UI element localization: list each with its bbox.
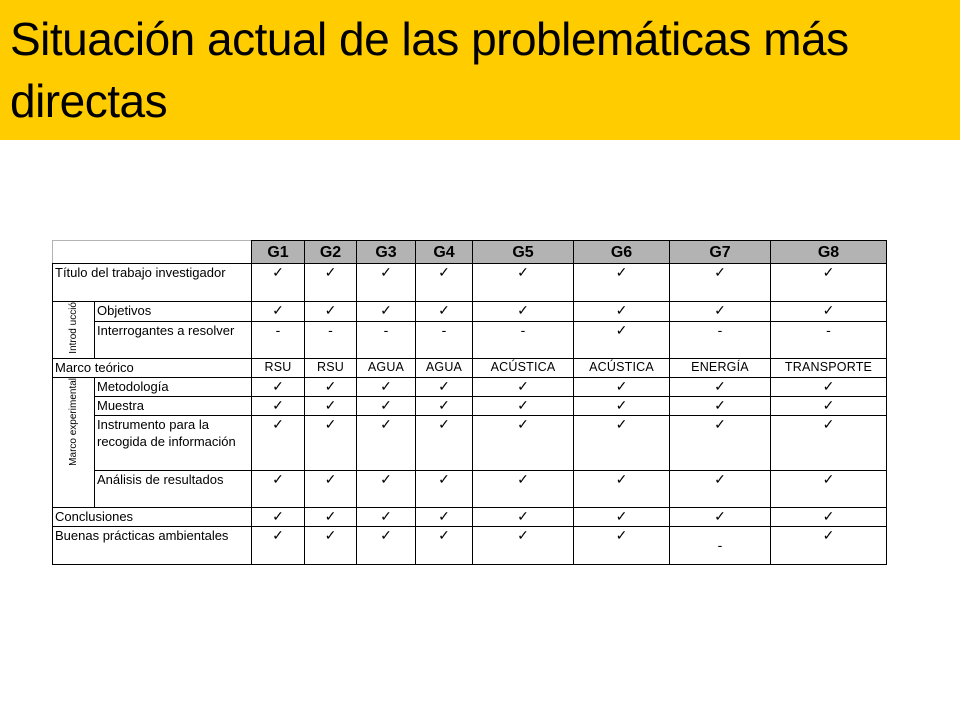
evaluation-table bbox=[52, 240, 887, 565]
table-cell: ✓ bbox=[252, 264, 305, 302]
table-cell: ✓ bbox=[473, 526, 574, 564]
table-row bbox=[53, 321, 887, 358]
table-cell: ✓ bbox=[574, 470, 670, 507]
table-cell: ✓ bbox=[305, 396, 357, 415]
table-cell: ✓ bbox=[416, 415, 473, 470]
table-cell: ✓ bbox=[670, 470, 771, 507]
table-cell: ✓ bbox=[670, 415, 771, 470]
table-cell: ✓ bbox=[357, 396, 416, 415]
row-label: Instrumento para la recogida de información bbox=[95, 415, 252, 470]
table-cell: RSU bbox=[305, 358, 357, 377]
table-row bbox=[53, 507, 887, 526]
page-title: Situación actual de las problemáticas más directas bbox=[10, 13, 849, 127]
table-cell: ✓ bbox=[670, 396, 771, 415]
table-cell: ACÚSTICA bbox=[574, 358, 670, 377]
table-cell: ✓ bbox=[252, 302, 305, 322]
table-cell: ✓ bbox=[473, 377, 574, 396]
row-label: Buenas prácticas ambientales bbox=[53, 526, 252, 564]
table-cell: - bbox=[670, 321, 771, 358]
table-cell: TRANSPORTE bbox=[771, 358, 887, 377]
table-cell: ✓ bbox=[574, 321, 670, 358]
table-cell: ✓ bbox=[357, 507, 416, 526]
title-banner bbox=[0, 0, 960, 140]
table-cell: ENERGÍA bbox=[670, 358, 771, 377]
table-cell: ✓ bbox=[670, 377, 771, 396]
header-corner bbox=[53, 241, 252, 264]
table-cell: AGUA bbox=[357, 358, 416, 377]
table-cell: ✓ bbox=[357, 415, 416, 470]
table-cell: ✓ bbox=[357, 470, 416, 507]
table-cell: ✓ bbox=[252, 415, 305, 470]
group-label: Introd ucció bbox=[68, 302, 79, 354]
table-cell: - bbox=[252, 321, 305, 358]
table-cell: ✓ bbox=[574, 507, 670, 526]
table-cell: - bbox=[473, 321, 574, 358]
table-row bbox=[53, 264, 887, 302]
table-cell: ✓ bbox=[771, 396, 887, 415]
table-cell: ✓ bbox=[574, 302, 670, 322]
table-cell: ✓ bbox=[416, 526, 473, 564]
table-cell: RSU bbox=[252, 358, 305, 377]
column-header: G1 bbox=[252, 241, 305, 264]
column-header: G5 bbox=[473, 241, 574, 264]
header-row bbox=[53, 241, 887, 264]
column-header: G8 bbox=[771, 241, 887, 264]
table-cell: ✓ bbox=[252, 396, 305, 415]
row-label: Análisis de resultados bbox=[95, 470, 252, 507]
table-cell: - bbox=[305, 321, 357, 358]
table-cell: ✓ bbox=[771, 526, 887, 564]
row-label: Metodología bbox=[95, 377, 252, 396]
table-cell: ✓ bbox=[771, 302, 887, 322]
row-label: Conclusiones bbox=[53, 507, 252, 526]
row-label: Objetivos bbox=[95, 302, 252, 322]
table-cell: - bbox=[416, 321, 473, 358]
table-cell: - bbox=[357, 321, 416, 358]
table-cell: ✓ bbox=[771, 415, 887, 470]
row-label: Interrogantes a resolver bbox=[95, 321, 252, 358]
table-cell: ✓ bbox=[357, 377, 416, 396]
table-cell: ✓ bbox=[305, 264, 357, 302]
row-label: Muestra bbox=[95, 396, 252, 415]
table-cell: ✓ bbox=[670, 264, 771, 302]
group-marco-experimental bbox=[53, 377, 95, 507]
table-cell: ✓ bbox=[473, 470, 574, 507]
table-cell: - bbox=[771, 321, 887, 358]
table-cell: ✓ bbox=[473, 264, 574, 302]
table-row bbox=[53, 302, 887, 322]
table-cell: ✓ bbox=[305, 470, 357, 507]
table-cell: ✓ bbox=[574, 377, 670, 396]
column-header: G6 bbox=[574, 241, 670, 264]
table-row bbox=[53, 415, 887, 470]
table-cell: ✓ bbox=[357, 264, 416, 302]
table-cell: ✓ bbox=[305, 377, 357, 396]
table-cell: ✓ bbox=[473, 396, 574, 415]
table-cell: ✓ bbox=[416, 377, 473, 396]
column-header: G2 bbox=[305, 241, 357, 264]
table-cell: ✓ bbox=[574, 415, 670, 470]
table-cell: ✓ bbox=[252, 526, 305, 564]
table-cell: ✓ bbox=[416, 396, 473, 415]
table-row bbox=[53, 396, 887, 415]
table-cell: ✓ bbox=[252, 507, 305, 526]
table-cell: ✓ bbox=[771, 377, 887, 396]
table-cell: AGUA bbox=[416, 358, 473, 377]
group-label: Marco experimental bbox=[68, 377, 79, 466]
table-cell: ✓ bbox=[252, 377, 305, 396]
table-cell: ✓ bbox=[416, 264, 473, 302]
table-row bbox=[53, 526, 887, 564]
table-cell: ✓ bbox=[252, 470, 305, 507]
table-cell: ✓ bbox=[771, 507, 887, 526]
table-cell: ✓ bbox=[670, 507, 771, 526]
table-cell: ✓ bbox=[473, 415, 574, 470]
table-cell: - bbox=[670, 526, 771, 564]
table-cell: ✓ bbox=[771, 470, 887, 507]
row-label: Marco teórico bbox=[53, 358, 252, 377]
column-header: G4 bbox=[416, 241, 473, 264]
table-cell: ✓ bbox=[473, 507, 574, 526]
table-cell: ✓ bbox=[305, 415, 357, 470]
table-cell: ✓ bbox=[574, 264, 670, 302]
row-label: Título del trabajo investigador bbox=[53, 264, 252, 302]
table-cell: ✓ bbox=[670, 302, 771, 322]
table-cell: ✓ bbox=[416, 507, 473, 526]
table-cell: ✓ bbox=[305, 526, 357, 564]
table-row bbox=[53, 377, 887, 396]
table-row bbox=[53, 358, 887, 377]
table-cell: ✓ bbox=[357, 526, 416, 564]
table-row bbox=[53, 470, 887, 507]
table-cell: ✓ bbox=[357, 302, 416, 322]
column-header: G7 bbox=[670, 241, 771, 264]
table-cell: ✓ bbox=[473, 302, 574, 322]
table-cell: ✓ bbox=[416, 302, 473, 322]
table-cell: ✓ bbox=[305, 302, 357, 322]
group-introduccion bbox=[53, 302, 95, 359]
table-cell: ✓ bbox=[574, 526, 670, 564]
table-cell: ✓ bbox=[305, 507, 357, 526]
table-cell: ACÚSTICA bbox=[473, 358, 574, 377]
column-header: G3 bbox=[357, 241, 416, 264]
table-cell: ✓ bbox=[771, 264, 887, 302]
table-cell: ✓ bbox=[574, 396, 670, 415]
table-cell: ✓ bbox=[416, 470, 473, 507]
